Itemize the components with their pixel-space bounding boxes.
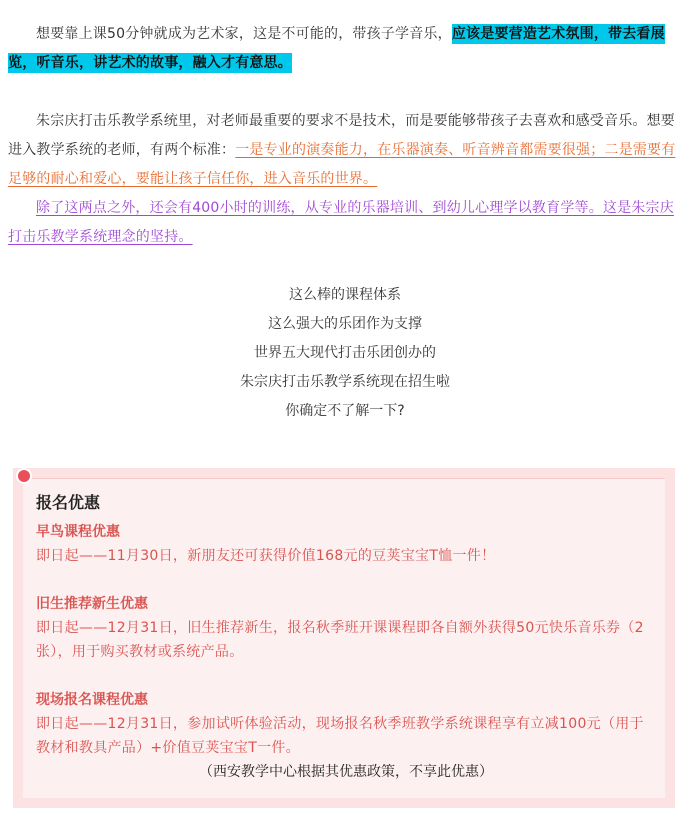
referral-body: 即日起——12月31日，旧生推荐新生，报名秋季班开课课程即各自额外获得50元快乐音乐券（2张），用于购买教材或系统产品。 [36, 620, 644, 660]
promo-content [36, 490, 676, 784]
slogan-block [0, 281, 690, 426]
slogan-line: 这么棒的课程体系 [289, 287, 401, 303]
intro-text: 想要靠上课50分钟就成为艺术家，这是不可能的，带孩子学音乐， [36, 26, 452, 42]
early-bird-title: 早鸟课程优惠 [36, 524, 120, 540]
requirements-text: 朱宗庆打击乐教学系统里，对老师最重要的要求不是技术，而是要能够带孩子去喜欢和感受音乐。想要进入教学系统的老师，有两个标准： [8, 113, 675, 158]
slogan-line: 这么强大的乐团作为支撑 [268, 316, 422, 332]
standards-text: 一是专业的演奏能力，在乐器演奏、听音辨音都需要很强；二是需要有足够的耐心和爱心，要能让孩子信任你，进入音乐的世界。 [8, 142, 676, 187]
training-paragraph [8, 194, 678, 252]
slogan-line: 你确定不了解一下? [285, 403, 405, 419]
intro-paragraph [8, 20, 678, 78]
slogan-line: 朱宗庆打击乐教学系统现在招生啦 [240, 374, 450, 390]
requirements-paragraph [8, 107, 678, 194]
training-text: 除了这两点之外，还会有400小时的训练，从专业的乐器培训、到幼儿心理学以教育学等。这是朱宗庆打击乐教学系统理念的坚持。 [8, 200, 674, 245]
early-bird-body: 即日起——11月30日，新朋友还可获得价值168元的豆荚宝宝T恤一件！ [36, 548, 496, 564]
highlighted-text: 应该是要营造艺术氛围，带去看展览，听音乐，讲艺术的故事，融入才有意思。 [8, 26, 665, 71]
promo-note: （西安教学中心根据其优惠政策，不享此优惠） [199, 764, 493, 780]
onsite-title: 现场报名课程优惠 [36, 692, 148, 708]
promo-dot-icon [16, 468, 32, 484]
onsite-body: 即日起——12月31日，参加试听体验活动，现场报名秋季班教学系统课程享有立减100元（用于教材和教具产品）+价值豆荚宝宝T一件。 [36, 716, 644, 756]
promo-title: 报名优惠 [36, 493, 101, 512]
referral-title: 旧生推荐新生优惠 [36, 596, 148, 612]
slogan-line: 世界五大现代打击乐团创办的 [254, 345, 436, 361]
